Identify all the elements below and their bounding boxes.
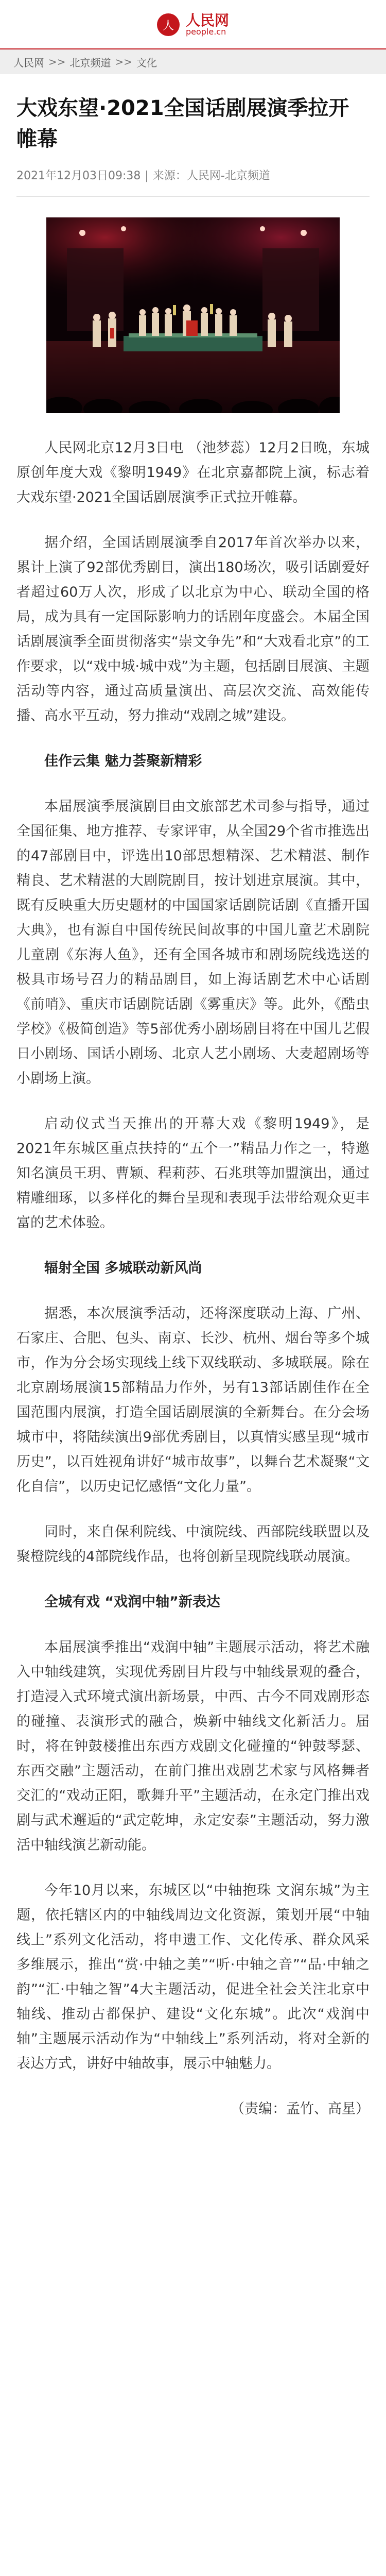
article-paragraph: 据介绍，全国话剧展演季自2017年首次举办以来，累计上演了92部优秀剧目，演出180场次，吸引话剧爱好者超过60万人次，形成了以北京为中心、联动全国的格局，成为具有一定国际影响力的话剧年度盛会。本届全国话剧展演季全面贯彻落实“崇文争先”和“大戏看北京”的工作要求，以“戏中城·城中戏”为主题，包括剧目展演、主题活动等内容，通过高质量演出、高层次交流、高效能传播、高水平互动，努力推动“戏剧之城”建设。 xyxy=(16,535,370,724)
article-title: 大戏东望·2021全国话剧展演季拉开帷幕 xyxy=(16,96,349,151)
article xyxy=(0,93,386,2122)
stage-performance-photo xyxy=(46,217,340,413)
article-paragraph: 本届展演季展演剧目由文旅部艺术司参与指导，通过全国征集、地方推荐、专家评审，从全国29个省市推选出的47部剧目中，评选出10部思想精深、艺术精湛、制作精良、艺术精湛的大剧院剧目，按计划进京展演。其中，既有反映重大历史题材的中国国家话剧院话剧《直播开国大典》，也有源自中国传统民间故事的中国儿童艺术剧院儿童剧《东海人鱼》，还有全国各城市和剧场院线选送的极具市场号召力的精品剧目，如上海话剧艺术中心话剧《前哨》、重庆市话剧院话剧《雾重庆》等。此外，《酷虫学校》《极简创造》等5部优秀小剧场剧目将在中国儿艺假日小剧场、国话小剧场、北京人艺小剧场、大麦超剧场等小剧场上演。 xyxy=(16,799,370,1087)
article-meta: 2021年12月03日09:38 | 来源：人民网-北京频道 xyxy=(16,167,370,197)
people-logo-icon: 人 xyxy=(157,13,180,36)
article-date: 2021年12月03日09:38 xyxy=(16,170,141,182)
logo-text xyxy=(186,13,229,36)
site-header xyxy=(0,0,386,49)
source-label: 来源： xyxy=(152,170,187,182)
article-paragraph: 同时，来自保利院线、中演院线、西部院线联盟以及聚橙院线的4部院线作品，也将创新呈现院线联动展演。 xyxy=(16,1524,370,1565)
article-paragraph: 据悉，本次展演季活动，还将深度联动上海、广州、石家庄、合肥、包头、南京、长沙、杭州、烟台等多个城市，作为分会场实现线上线下双线联动、多城联展。除在北京剧场展演15部精品力作外，另有13部话剧佳作在全国范围内展演，打造全国话剧展演的全新舞台。在分会场城市中，将陆续演出9部优秀剧目，以真情实感呈现“城市历史”，以百姓视角讲好“城市故事”，以舞台艺术凝聚“文化自信”，以历史记忆感悟“文化力量”。 xyxy=(16,1306,370,1495)
breadcrumb-separator: >> xyxy=(115,56,133,68)
site-logo[interactable] xyxy=(157,13,229,36)
section-heading: 佳作云集 魅力荟聚新精彩 xyxy=(44,753,202,769)
article-paragraph: 启动仪式当天推出的开幕大戏《黎明1949》，是2021年东城区重点扶持的“五个一”精品力作之一，特邀知名演员王玥、曹颖、程莉莎、石兆琪等加盟演出，通过精雕细琢，以多样化的舞台呈现和表现手法带给观众更丰富的艺术体验。 xyxy=(16,1116,370,1231)
logo-brand: 人民网 xyxy=(185,12,229,29)
breadcrumb xyxy=(0,49,386,74)
breadcrumb-culture[interactable]: 文化 xyxy=(136,56,157,69)
article-paragraph: 今年10月以来，东城区以“中轴抱珠 文润东城”为主题，依托辖区内的中轴线周边文化资源，策划开展“中轴线上”系列文化活动，将申遗工作、文化传承、群众风采多维展示，推出“赏·中轴之美”“听·中轴之音”“品·中轴之韵”“汇·中轴之智”4大主题活动，促进全社会关注北京中轴线、推动古都保护、建设“文化东城”。此次“戏润中轴”主题展示活动作为“中轴线上”系列活动，将对全新的表达方式，讲好中轴故事，展示中轴魅力。 xyxy=(16,1883,370,2072)
section-heading: 辐射全国 多城联动新风尚 xyxy=(44,1260,202,1276)
editor-byline: （责编：孟竹、高星） xyxy=(231,2101,370,2117)
breadcrumb-separator: >> xyxy=(48,56,66,68)
article-paragraph: 本届展演季推出“戏润中轴”主题展示活动，将艺术融入中轴线建筑，实现优秀剧目片段与中轴线景观的叠合，打造浸入式环境式演出新场景，中西、古今不同戏剧形态的碰撞、表演形式的融合，焕新中轴线文化新活力。届时，将在钟鼓楼推出东西方戏剧文化碰撞的“钟鼓琴瑟、东西交融”主题活动，在前门推出戏剧艺术家与风格舞者交汇的“戏动正阳，歌舞升平”主题活动，在永定门推出戏剧与武术邂逅的“武定乾坤，永定安泰”主题活动，努力激活中轴线演艺新动能。 xyxy=(16,1639,370,1853)
breadcrumb-home[interactable]: 人民网 xyxy=(13,56,44,69)
article-paragraph: 人民网北京12月3日电 （池梦蕊）12月2日晚，东城原创年度大戏《黎明1949》在北京嘉都院上演，标志着大戏东望·2021全国话剧展演季正式拉开帷幕。 xyxy=(16,440,370,505)
article-photo xyxy=(46,217,340,413)
header-divider xyxy=(0,48,386,49)
logo-domain: people.cn xyxy=(185,27,226,37)
section-heading: 全城有戏 “戏润中轴”新表达 xyxy=(44,1594,220,1610)
breadcrumb-beijing[interactable]: 北京频道 xyxy=(69,56,111,69)
article-source[interactable]: 人民网-北京频道 xyxy=(186,170,270,182)
